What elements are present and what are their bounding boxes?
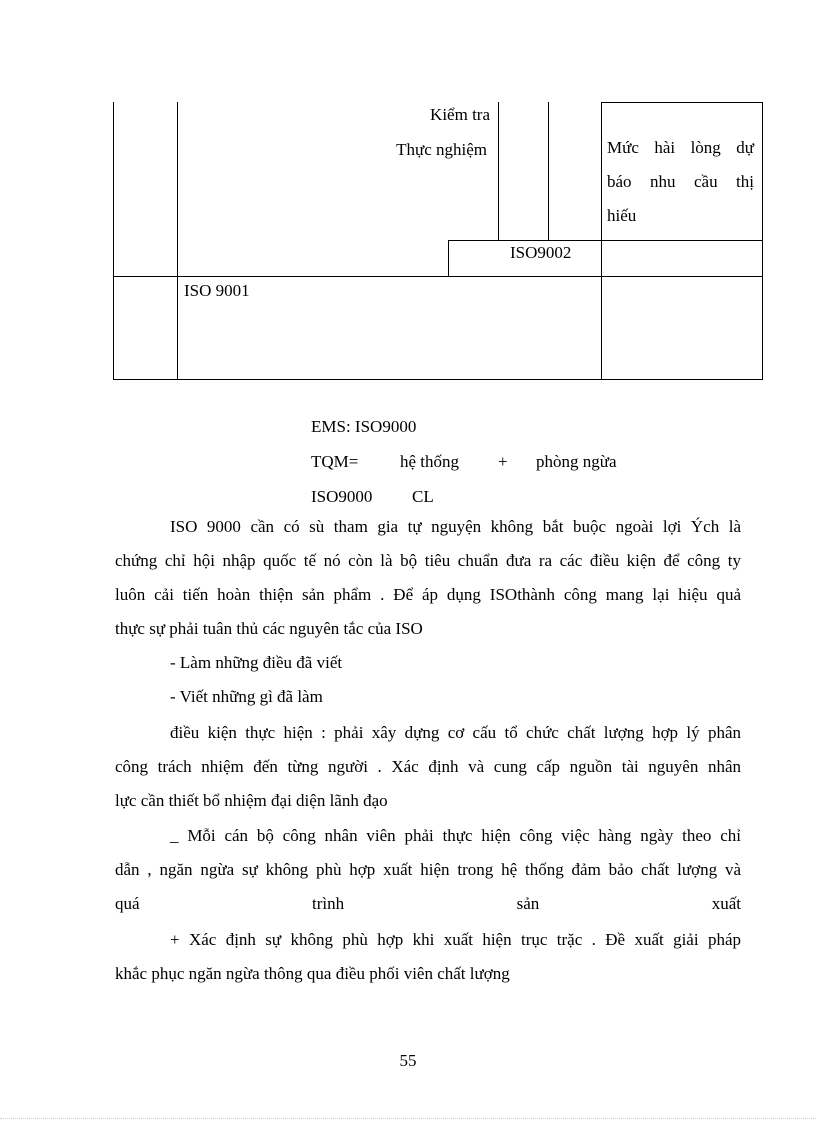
formula-plus: +: [498, 452, 508, 471]
paragraph-conditions: [115, 716, 741, 818]
table-cell-line: Mức hài lòng dự: [607, 138, 754, 157]
table-cell-line: hiếu: [607, 206, 637, 225]
formula-tqm-prevention: phòng ngừa: [536, 452, 617, 471]
text-line: luôn cải tiến hoàn thiện sản phẩm . Để áp dụng ISOthành công mang lại hiệu quả: [115, 585, 741, 604]
table-divider: [448, 240, 449, 276]
table-cell-iso9002: ISO9002: [510, 243, 572, 262]
table-border-right: [762, 102, 763, 380]
paragraph-staff: [115, 819, 741, 921]
table-border-top: [601, 102, 763, 103]
formula-ems: EMS: ISO9000: [311, 417, 417, 436]
text-line: điều kiện thực hiện : phải xây dựng cơ cấu tổ chức chất lượng hợp lý phân: [170, 723, 741, 742]
table-border-bottom: [113, 379, 763, 380]
text-line: ISO 9000 cần có sù tham gia tự nguyện không bắt buộc ngoài lợi Ých là: [170, 517, 741, 536]
text-line: + Xác định sự không phù hợp khi xuất hiện trục trặc . Đề xuất giải pháp: [170, 930, 741, 949]
table-cell-kiem-tra: Kiểm tra: [430, 105, 490, 124]
table-cell-muc-hai-long: [607, 131, 754, 233]
table-cell-iso9001: ISO 9001: [184, 281, 250, 300]
table-divider: [498, 102, 499, 240]
table-divider: [177, 102, 178, 380]
text-line: _ Mỗi cán bộ công nhân viên phải thực hiện công việc hàng ngày theo chỉ: [170, 826, 741, 845]
table-divider: [448, 240, 763, 241]
formula-iso9000: ISO9000: [311, 487, 373, 506]
text-line: công trách nhiệm đến từng người . Xác định và cung cấp nguồn tài nguyên nhân: [115, 757, 741, 776]
paragraph-nonconformity: [115, 923, 741, 991]
paragraph-iso9000-intro: [115, 510, 741, 646]
table-divider: [548, 102, 549, 240]
text-line: quá trình sản xuất: [115, 894, 741, 913]
table-divider: [601, 102, 602, 380]
table-cell-line: báo nhu cầu thị: [607, 172, 754, 191]
formula-tqm-system: hệ thống: [400, 452, 460, 471]
table-border-left: [113, 102, 114, 380]
table-divider: [113, 276, 763, 277]
table-cell-thuc-nghiem: Thực nghiệm: [396, 140, 487, 159]
bullet-list: [115, 646, 741, 714]
text-line: chứng chỉ hội nhập quốc tế nó còn là bộ tiêu chuẩn đưa ra các điều kiện để công ty: [115, 551, 741, 570]
list-item: - Viết những gì đã làm: [170, 687, 323, 706]
text-line: lực cần thiết bổ nhiệm đại diện lãnh đạo: [115, 791, 388, 810]
page-number: 55: [399, 1051, 417, 1070]
list-item: - Làm những điều đã viết: [170, 653, 343, 672]
formula-cl: CL: [412, 487, 434, 506]
page-footer-rule: [0, 1118, 816, 1119]
text-line: thực sự phải tuân thủ các nguyên tắc của ISO: [115, 619, 423, 638]
text-line: khắc phục ngăn ngừa thông qua điều phối viên chất lượng: [115, 964, 510, 983]
text-line: dẫn , ngăn ngừa sự không phù hợp xuất hiện trong hệ thống đảm bảo chất lượng và: [115, 860, 741, 879]
formula-tqm-label: TQM=: [311, 452, 359, 471]
